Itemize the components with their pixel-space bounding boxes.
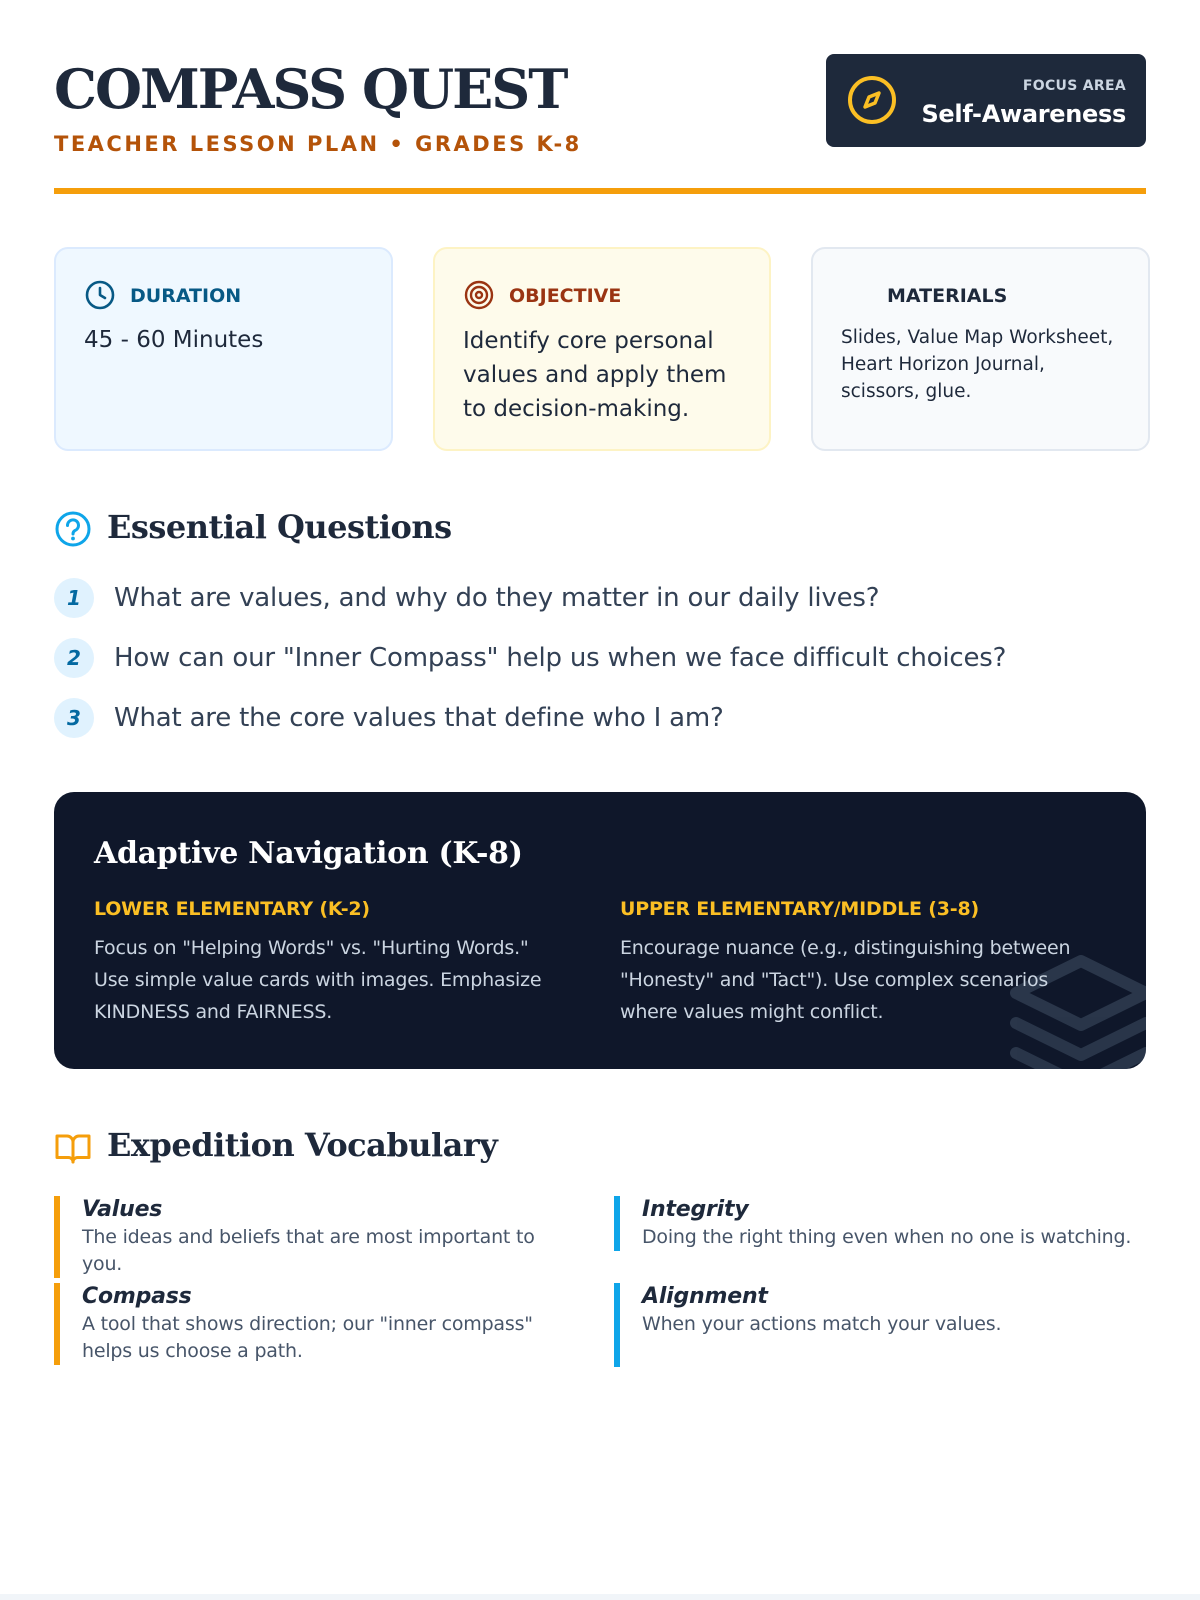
vocab-term: Alignment [642,1284,768,1309]
clock-icon [84,279,116,311]
lower-elementary-text: Focus on "Helping Words" vs. "Hurting Words." Use simple value cards with images. Emphasize KINDNESS and FAIRNESS. [94,937,542,1023]
focus-area-value: Self-Awareness [921,100,1126,128]
objective-value: Identify core personal values and apply them to decision-making. [463,328,727,422]
upper-elementary-column [620,898,1090,1028]
open-book-icon [54,1128,94,1168]
focus-area-badge [826,54,1146,147]
focus-area-label: FOCUS AREA [1022,78,1126,94]
vocab-definition: A tool that shows direction; our "inner compass" helps us choose a path. [82,1313,533,1362]
target-icon [463,279,495,311]
lower-elementary-column [94,898,564,1028]
upper-elementary-text: Encourage nuance (e.g., distinguishing between "Honesty" and "Tact"). Use complex scenarios where values might conflict. [620,937,1071,1023]
footer-strip [0,1594,1200,1600]
adaptive-navigation-title: Adaptive Navigation (K-8) [94,836,523,871]
question-number: 2 [54,638,94,678]
materials-value: Slides, Value Map Worksheet, Heart Horizon Journal, scissors, glue. [841,327,1114,402]
objective-label: OBJECTIVE [509,285,622,307]
vocab-item [54,1196,574,1278]
question-text: What are the core values that define who I am? [114,703,724,733]
vocabulary-title: Expedition Vocabulary [107,1126,498,1164]
vocab-term: Compass [82,1284,192,1309]
compass-icon [846,74,898,126]
page-header [54,52,1146,194]
question-number: 1 [54,578,94,618]
question-item [54,638,1146,678]
page-subtitle: TEACHER LESSON PLAN • GRADES K-8 [54,132,582,156]
page-title: COMPASS QUEST [54,57,567,121]
vocab-item [54,1283,554,1365]
question-item [54,698,1146,738]
vocab-definition: When your actions match your values. [642,1313,1002,1335]
question-text: How can our "Inner Compass" help us when we face difficult choices? [114,643,1007,673]
duration-card [54,247,393,451]
lower-elementary-title: LOWER ELEMENTARY (K-2) [94,898,370,920]
adaptive-navigation-panel [54,792,1146,1069]
vocab-item [614,1196,1134,1251]
vocab-definition: The ideas and beliefs that are most important to you. [82,1226,535,1275]
question-circle-icon [54,510,94,550]
duration-label: DURATION [130,285,242,307]
materials-card [811,247,1150,451]
question-number: 3 [54,698,94,738]
materials-label: MATERIALS [887,285,1008,307]
upper-elementary-title: UPPER ELEMENTARY/MIDDLE (3-8) [620,898,979,920]
question-item [54,578,1146,618]
question-text: What are values, and why do they matter in our daily lives? [114,583,880,613]
vocab-term: Values [82,1197,163,1222]
duration-value: 45 - 60 Minutes [84,327,264,353]
vocab-definition: Doing the right thing even when no one is watching. [642,1226,1132,1248]
objective-card [433,247,771,451]
vocab-item [614,1283,1134,1367]
essential-questions-title: Essential Questions [107,508,452,546]
vocab-term: Integrity [642,1197,749,1222]
